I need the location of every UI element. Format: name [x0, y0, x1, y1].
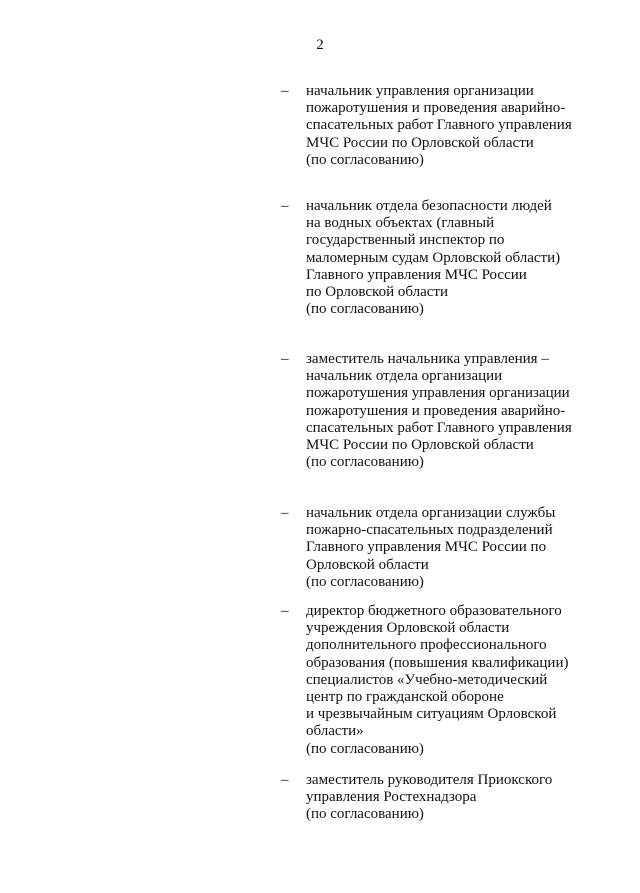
text-line: государственный инспектор по — [306, 232, 505, 249]
text-line: директор бюджетного образовательного — [306, 603, 562, 619]
text-line: Орловской области — [306, 556, 429, 573]
text-line: Главного управления МЧС России по — [306, 539, 547, 556]
text-line: (по согласованию) — [306, 454, 424, 471]
text-line: (по согласованию) — [306, 740, 424, 757]
text-line: учреждения Орловской области — [306, 620, 510, 637]
text-line: спасательных работ Главного управления — [306, 419, 572, 436]
text-line: начальник отдела организации — [306, 368, 503, 385]
text-line: области» — [306, 723, 364, 740]
text-line: пожаротушения и проведения аварийно- — [306, 100, 566, 117]
text-line: начальник управления организации — [306, 83, 534, 99]
text-line: образования (повышения квалификации) — [306, 654, 569, 671]
text-line: по Орловской области — [306, 284, 448, 301]
text-line: на водных объектах (главный — [306, 215, 495, 232]
text-line: МЧС России по Орловской области — [306, 134, 534, 151]
text-line: (по согласованию) — [306, 573, 424, 590]
text-line: начальник отдела безопасности людей — [306, 198, 552, 214]
list-dash: – — [281, 198, 289, 214]
list-item-text — [306, 83, 606, 169]
text-line: МЧС России по Орловской области — [306, 437, 534, 454]
text-line: (по согласованию) — [306, 806, 424, 823]
list-item-text — [306, 351, 606, 471]
text-line: заместитель руководителя Приокского — [306, 772, 553, 788]
text-line: управления Ростехнадзора — [306, 789, 477, 806]
text-line: центр по гражданской обороне — [306, 689, 504, 706]
page-number: 2 — [316, 37, 324, 53]
list-dash: – — [281, 603, 289, 619]
text-line: Главного управления МЧС России — [306, 266, 527, 283]
list-item-text — [306, 772, 606, 824]
list-dash: – — [281, 772, 289, 788]
text-line: маломерным судам Орловской области) — [306, 249, 561, 266]
list-dash: – — [281, 351, 289, 367]
list-dash: – — [281, 83, 289, 99]
text-line: заместитель начальника управления – — [306, 351, 549, 367]
text-line: спасательных работ Главного управления — [306, 117, 572, 134]
text-line: (по согласованию) — [306, 301, 424, 318]
text-line: пожарно-спасательных подразделений — [306, 522, 553, 539]
list-item-text — [306, 198, 606, 318]
text-line: начальник отдела организации службы — [306, 505, 556, 521]
list-item-text — [306, 603, 606, 758]
text-line: специалистов «Учебно-методический — [306, 671, 548, 688]
text-line: пожаротушения управления организации — [306, 385, 570, 402]
list-item-text — [306, 505, 606, 591]
text-line: дополнительного профессионального — [306, 637, 547, 654]
text-line: (по согласованию) — [306, 151, 424, 168]
text-line: и чрезвычайным ситуациям Орловской — [306, 706, 557, 723]
list-dash: – — [281, 505, 289, 521]
text-line: пожаротушения и проведения аварийно- — [306, 402, 566, 419]
